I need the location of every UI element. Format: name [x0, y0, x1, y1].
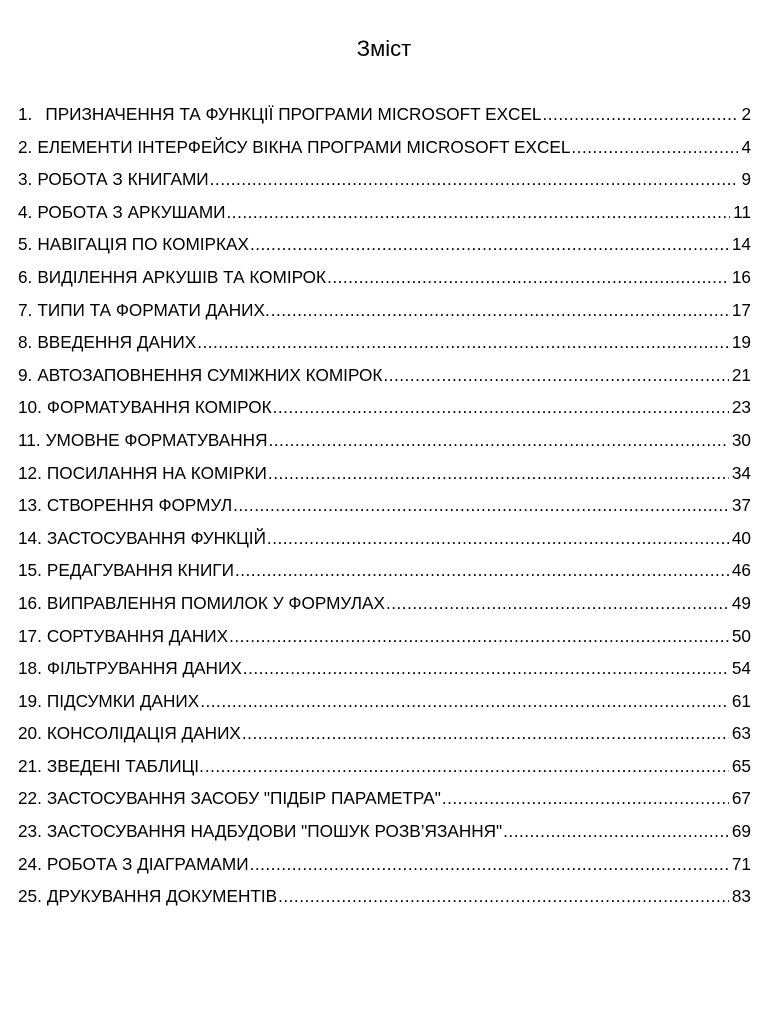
toc-entry[interactable]	[18, 196, 751, 229]
toc-dot-leader	[273, 391, 729, 424]
toc-entry-page-number: 9	[741, 169, 751, 190]
toc-entry-title: ФІЛЬТРУВАННЯ ДАНИХ	[46, 658, 242, 679]
toc-entry-title: ЗАСТОСУВАННЯ ФУНКЦІЙ	[46, 527, 266, 548]
toc-entry[interactable]	[18, 294, 751, 327]
toc-entry-title: ВИПРАВЛЕННЯ ПОМИЛОК У ФОРМУЛАХ	[46, 592, 385, 613]
toc-entry[interactable]	[18, 782, 751, 815]
toc-entry-page-number: 83	[731, 886, 751, 907]
toc-dot-leader	[327, 261, 729, 294]
toc-entry-number: 4.	[18, 201, 33, 222]
toc-entry-page-number: 14	[731, 234, 751, 255]
toc-entry-number: 7.	[18, 299, 33, 320]
toc-entry[interactable]	[18, 652, 751, 685]
toc-entry-page-number: 23	[731, 397, 751, 418]
toc-entry-number: 12.	[18, 462, 42, 483]
toc-entry-number: 3.	[18, 169, 33, 190]
toc-entry[interactable]	[18, 620, 751, 653]
toc-entry-number: 23.	[18, 821, 42, 842]
toc-entry[interactable]	[18, 750, 751, 783]
toc-entry-number: 2.	[18, 136, 33, 157]
toc-entry-title: ФОРМАТУВАННЯ КОМІРОК	[46, 397, 272, 418]
toc-entry-number: 21.	[18, 755, 42, 776]
toc-entry-title: ЗВЕДЕНІ ТАБЛИЦІ.	[46, 755, 204, 776]
toc-entry-number: 11.	[18, 429, 41, 450]
toc-entry-page-number: 65	[731, 755, 751, 776]
toc-entry-number: 10.	[18, 397, 42, 418]
toc-entry-page-number: 67	[731, 788, 751, 809]
toc-entry-page-number: 46	[731, 560, 751, 581]
toc-entry-title: ТИПИ ТА ФОРМАТИ ДАНИХ.	[37, 299, 270, 320]
toc-dot-leader	[571, 131, 738, 164]
toc-dot-leader	[200, 685, 729, 718]
toc-entry-title: КОНСОЛІДАЦІЯ ДАНИХ	[46, 723, 241, 744]
toc-entry-page-number: 40	[731, 527, 751, 548]
toc-entry[interactable]	[18, 131, 751, 164]
toc-entry-title: РОБОТА З КНИГАМИ	[37, 169, 209, 190]
toc-list	[18, 98, 751, 913]
toc-dot-leader	[197, 326, 729, 359]
toc-entry-title: ПІДСУМКИ ДАНИХ	[46, 690, 200, 711]
toc-entry-number: 6.	[18, 266, 33, 287]
toc-entry-page-number: 63	[731, 723, 751, 744]
toc-dot-leader	[386, 587, 729, 620]
toc-entry-number: 17.	[18, 625, 42, 646]
toc-entry[interactable]	[18, 326, 751, 359]
toc-entry-title: ВИДІЛЕННЯ АРКУШІВ ТА КОМІРОК	[37, 266, 327, 287]
toc-entry[interactable]	[18, 163, 751, 196]
toc-entry-title: НАВІГАЦІЯ ПО КОМІРКАХ	[37, 234, 249, 255]
toc-entry-page-number: 54	[731, 658, 751, 679]
toc-dot-leader	[503, 815, 729, 848]
toc-entry-number: 20.	[18, 723, 42, 744]
toc-entry[interactable]	[18, 522, 751, 555]
toc-entry-title: ЕЛЕМЕНТИ ІНТЕРФЕЙСУ ВІКНА ПРОГРАМИ MICROSOFT EXCEL	[37, 136, 571, 157]
toc-title: Зміст	[356, 36, 412, 61]
toc-entry[interactable]	[18, 457, 751, 490]
toc-entry[interactable]	[18, 391, 751, 424]
toc-dot-leader	[233, 489, 729, 522]
toc-entry-page-number: 19	[731, 332, 751, 353]
toc-entry-number: 9.	[18, 364, 33, 385]
toc-entry-title: АВТОЗАПОВНЕННЯ СУМІЖНИХ КОМІРОК	[37, 364, 383, 385]
toc-entry-page-number: 2	[741, 104, 751, 124]
toc-dot-leader	[229, 620, 729, 653]
toc-entry-title: ЗАСТОСУВАННЯ НАДБУДОВИ "ПОШУК РОЗВ’ЯЗАННЯ"	[46, 821, 503, 842]
toc-entry-page-number: 21	[731, 364, 751, 385]
toc-entry-title: ЗАСТОСУВАННЯ ЗАСОБУ "ПІДБІР ПАРАМЕТРА"	[46, 788, 441, 809]
toc-dot-leader	[250, 228, 729, 261]
toc-entry-page-number: 61	[731, 690, 751, 711]
toc-entry-page-number: 50	[731, 625, 751, 646]
toc-entry-page-number: 71	[731, 853, 751, 874]
toc-entry-page-number: 49	[731, 592, 751, 613]
toc-entry-number: 14.	[18, 527, 42, 548]
toc-entry-title: УМОВНЕ ФОРМАТУВАННЯ	[45, 429, 268, 450]
toc-entry[interactable]	[18, 848, 751, 881]
toc-entry-page-number: 11	[733, 201, 751, 222]
toc-entry-title: РЕДАГУВАННЯ КНИГИ	[46, 560, 234, 581]
toc-dot-leader	[250, 848, 729, 881]
toc-entry[interactable]	[18, 880, 751, 913]
toc-entry-number: 13.	[18, 495, 42, 516]
toc-dot-leader	[243, 652, 729, 685]
toc-entry-title: РОБОТА З АРКУШАМИ	[37, 201, 226, 222]
toc-entry-number: 24.	[18, 853, 42, 874]
toc-entry-title: ВВЕДЕННЯ ДАНИХ	[37, 332, 197, 353]
toc-entry-title: ПРИЗНАЧЕННЯ ТА ФУНКЦІЇ ПРОГРАМИ MICROSOFT EXCEL	[45, 104, 542, 124]
toc-entry-page-number: 17	[731, 299, 751, 320]
toc-entry-page-number: 34	[731, 462, 751, 483]
toc-entry[interactable]	[18, 685, 751, 718]
toc-dot-leader	[383, 359, 728, 392]
toc-dot-leader	[242, 717, 729, 750]
toc-entry-page-number: 30	[731, 429, 751, 450]
toc-dot-leader	[205, 750, 729, 783]
toc-dot-leader	[268, 457, 729, 490]
toc-entry-page-number: 69	[731, 821, 751, 842]
toc-dot-leader	[235, 554, 729, 587]
toc-entry-page-number: 4	[741, 136, 751, 157]
toc-entry[interactable]	[18, 228, 751, 261]
toc-entry-number: 19.	[18, 690, 42, 711]
toc-entry-number: 1.	[18, 104, 33, 124]
toc-entry-number: 18.	[18, 658, 42, 679]
toc-dot-leader	[271, 294, 729, 327]
toc-entry-number: 25.	[18, 886, 42, 907]
toc-entry-page-number: 16	[731, 266, 751, 287]
toc-entry[interactable]	[18, 424, 751, 457]
toc-dot-leader	[269, 424, 729, 457]
toc-entry[interactable]	[18, 815, 751, 848]
toc-entry-title: ДРУКУВАННЯ ДОКУМЕНТІВ	[46, 886, 278, 907]
toc-entry-title: РОБОТА З ДІАГРАМАМИ	[46, 853, 249, 874]
toc-dot-leader	[442, 782, 729, 815]
toc-dot-leader	[227, 196, 731, 229]
toc-entry-title: СОРТУВАННЯ ДАНИХ	[46, 625, 229, 646]
toc-dot-leader	[210, 163, 739, 196]
toc-entry-number: 16.	[18, 592, 42, 613]
toc-dot-leader	[543, 98, 739, 131]
toc-entry[interactable]	[18, 261, 751, 294]
toc-entry[interactable]	[18, 717, 751, 750]
toc-entry-number: 15.	[18, 560, 42, 581]
toc-entry-page-number: 37	[731, 495, 751, 516]
toc-entry-title: ПОСИЛАННЯ НА КОМІРКИ	[46, 462, 267, 483]
toc-entry[interactable]	[18, 554, 751, 587]
toc-dot-leader	[278, 880, 729, 913]
toc-entry[interactable]	[18, 98, 751, 131]
toc-dot-leader	[267, 522, 729, 555]
toc-entry[interactable]	[18, 489, 751, 522]
toc-entry-number: 22.	[18, 788, 42, 809]
toc-entry-number: 8.	[18, 332, 33, 353]
toc-entry-title: СТВОРЕННЯ ФОРМУЛ	[46, 495, 233, 516]
toc-entry[interactable]	[18, 587, 751, 620]
toc-entry-number: 5.	[18, 234, 33, 255]
toc-entry[interactable]	[18, 359, 751, 392]
